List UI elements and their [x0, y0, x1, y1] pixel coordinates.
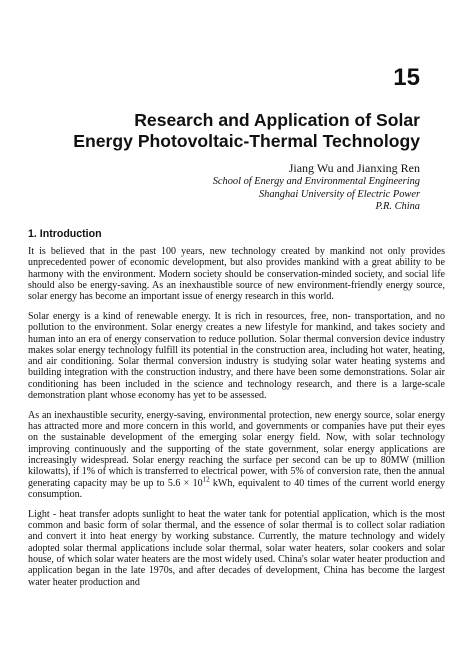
affiliation-line: P.R. China: [375, 201, 420, 213]
chapter-number: 15: [393, 64, 420, 91]
exponent: 12: [202, 475, 210, 484]
author-names: Jiang Wu and Jianxing Ren: [288, 161, 420, 175]
paragraph: Light - heat transfer adopts sunlight to heat the water tank for potential application, which is the most common and basic form of solar thermal, and the essence of solar thermal is to collect solar radiation and convert it into heat energy by working substance. Currently, the mature technology and widely adopted solar thermal applications include solar thermal, solar water heaters, solar cookers and solar house, of which solar water heaters are the most widely used. China's solar water heater production and application began in the late 1970s, and after decades of development, China has become the largest water heater production and: [28, 508, 445, 588]
title-line-1: Research and Application of Solar: [134, 110, 420, 130]
paragraph: It is believed that in the past 100 years, new technology created by mankind not only provides unprecedented power of economic development, but also provides mankind with a great ability to be harmony with the environment. Modern society should be conservation-minded society, and social life should also be energy-saving. As an inexhaustible source of new environment-friendly energy source, solar energy has become an important issue of energy research in this world.: [28, 246, 445, 303]
paper-title: [60, 110, 420, 152]
affiliation-line: Shanghai University of Electric Power: [258, 188, 420, 200]
affiliation-line: School of Energy and Environmental Engineering: [212, 176, 420, 187]
title-line-2: Energy Photovoltaic-Thermal Technology: [73, 131, 420, 151]
paragraph: Solar energy is a kind of renewable energy. It is rich in resources, free, non- transportation, and no pollution to the environment. Solar energy creates a new lifestyle for mankind, and takes society and human into an era of energy conservation to reduce pollution. Solar thermal conversion device industry makes solar energy technology fulfill its potential in the construction area, including hot water, heating, and air conditioning. Solar thermal conversion industry is studying solar water heating systems and building integration with the construction industry, and there have been some demonstrations. Solar air conditioning has been included in the science and technology research, and there is a large-scale demonstration plant whose economy has yet to be assessed.: [28, 310, 445, 402]
paragraph-text: kWh, equivalent to 40 times of the current world energy consumption.: [28, 477, 445, 500]
author-block: [213, 160, 420, 214]
section-heading: 1. Introduction: [28, 228, 102, 240]
paragraph: [28, 410, 445, 500]
paragraph-text: As an inexhaustible security, energy-saving, environmental protection, new energy source, solar energy has attracted more and more concern in this world, and governments or companies have put their eyes on the sustainable development of the emerging solar energy field. Now, with solar technology improving continuously and the supporting of the state government, solar energy applications are increasingly widespread. Solar energy reaching the surface per second can be up to 80MW (million kilowatts), if 1% of which is transferred to electrical power, with 5% of conversion rate, then the annual generating capacity may be up to 5.6 × 10: [28, 409, 445, 489]
body-text: [28, 246, 445, 596]
